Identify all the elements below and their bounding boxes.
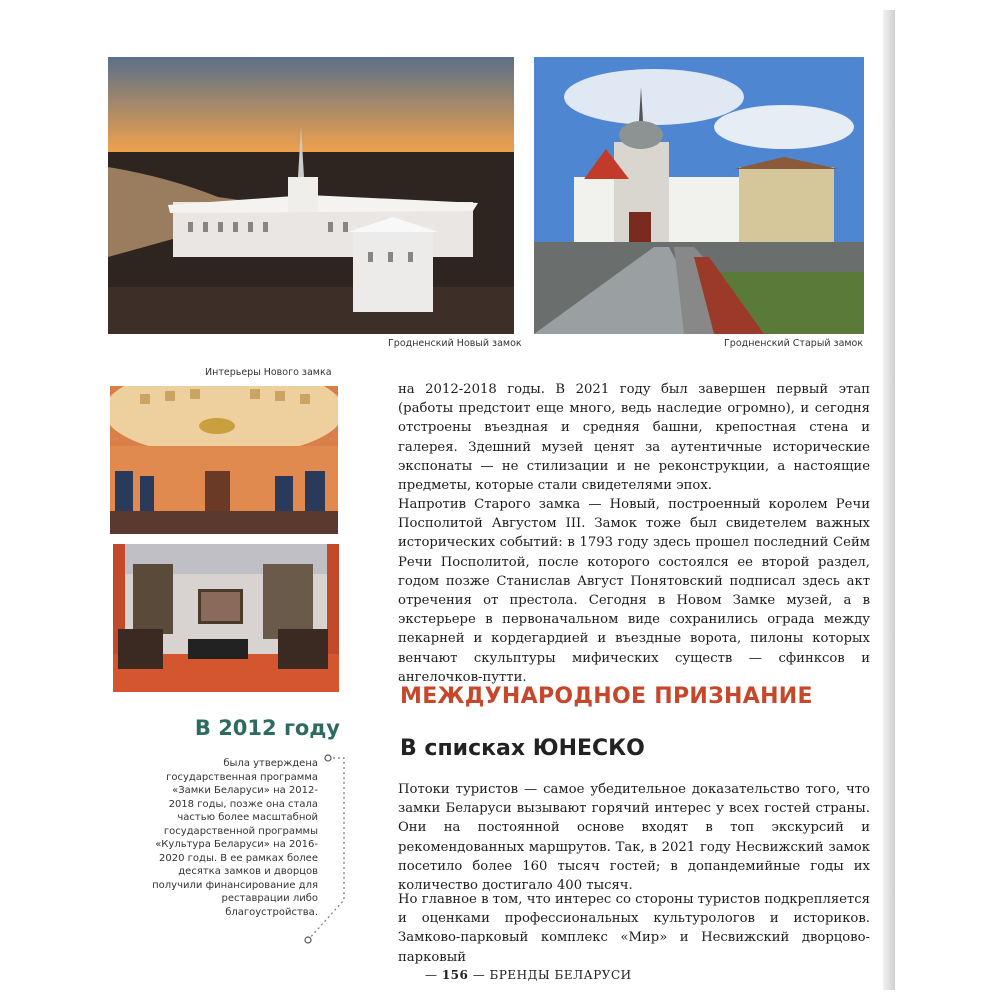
section-title: МЕЖДУНАРОДНОЕ ПРИЗНАНИЕ — [400, 684, 813, 709]
sidebar-heading: В 2012 году — [194, 716, 340, 740]
sub-title: В списках ЮНЕСКО — [400, 736, 645, 761]
photo-interior-hall — [113, 544, 339, 692]
page-footer — [425, 968, 632, 982]
paragraph-intro: на 2012-2018 годы. В 2021 году был завершен первый этап (работы предстоит еще много, ведь наследие огромно), и сегодня отстроены въездная и средняя башни, крепостная стена и галерея. Здешний музей ценят за аутентичные исторические экспонаты — не стилизации и не реконструкции, а настоящие предметы, которые стали свидетелями эпох. — [398, 382, 870, 494]
sidebar-text: была утверждена государственная программа «Замки Беларуси» на 2012-2018 годы, позже она стала частью более масштабной государственной программы «Культура Беларуси» на 2016-2020 годы. В ее рамках более десятка замков и дворцов получили финансирование для реставрации либо благоустройства. — [152, 758, 318, 918]
sidebar-dotted-connector — [300, 750, 360, 950]
photo-interior-rotunda — [110, 386, 338, 534]
page-edge — [883, 10, 895, 990]
paragraph-new-castle: Напротив Старого замка — Новый, построенный королем Речи Посполитой Августом III. Замок тоже был свидетелем важных исторических событий: в 1793 году здесь прошел последний Сейм Речи Посполитой, после которого состоялся ее второй раздел, годом позже Станислав Август Понятовский подписал здесь акт отречения от престола. Сегодня в Новом Замке музей, а в экстерьере в первоначальном виде сохранились ограда между пекарней и кордегардией и въездные ворота, пилоны которых венчают скульптуры мифических существ — сфинксов и ангелочков-путти. — [398, 497, 870, 685]
footer-section: БРЕНДЫ БЕЛАРУСИ — [489, 968, 632, 982]
footer-dash: — — [425, 968, 442, 982]
page-number: 156 — [441, 968, 469, 982]
caption-old-castle: Гродненский Старый замок — [724, 338, 864, 349]
photo-old-castle — [534, 57, 864, 334]
footer-dash-2: — — [468, 968, 490, 982]
caption-new-castle: Гродненский Новый замок — [388, 338, 522, 349]
caption-interiors: Интерьеры Нового замка — [205, 367, 332, 378]
paragraph-experts: Но главное в том, что интерес со стороны туристов подкрепляется и оценками профессиональных культурологов и историков. Замково-парковый комплекс «Мир» и Несвижский дворцово-парковый — [398, 892, 870, 965]
photo-new-castle — [108, 57, 514, 334]
paragraph-tourists: Потоки туристов — самое убедительное доказательство того, что замки Беларуси вызывают горячий интерес у всех гостей страны. Они на постоянной основе входят в топ экскурсий и рекомендованных маршрутов. Так, в 2021 году Несвижский замок посетило более 160 тысяч гостей; в допандемийные годы их количество достигало 400 тысяч. — [398, 782, 870, 894]
